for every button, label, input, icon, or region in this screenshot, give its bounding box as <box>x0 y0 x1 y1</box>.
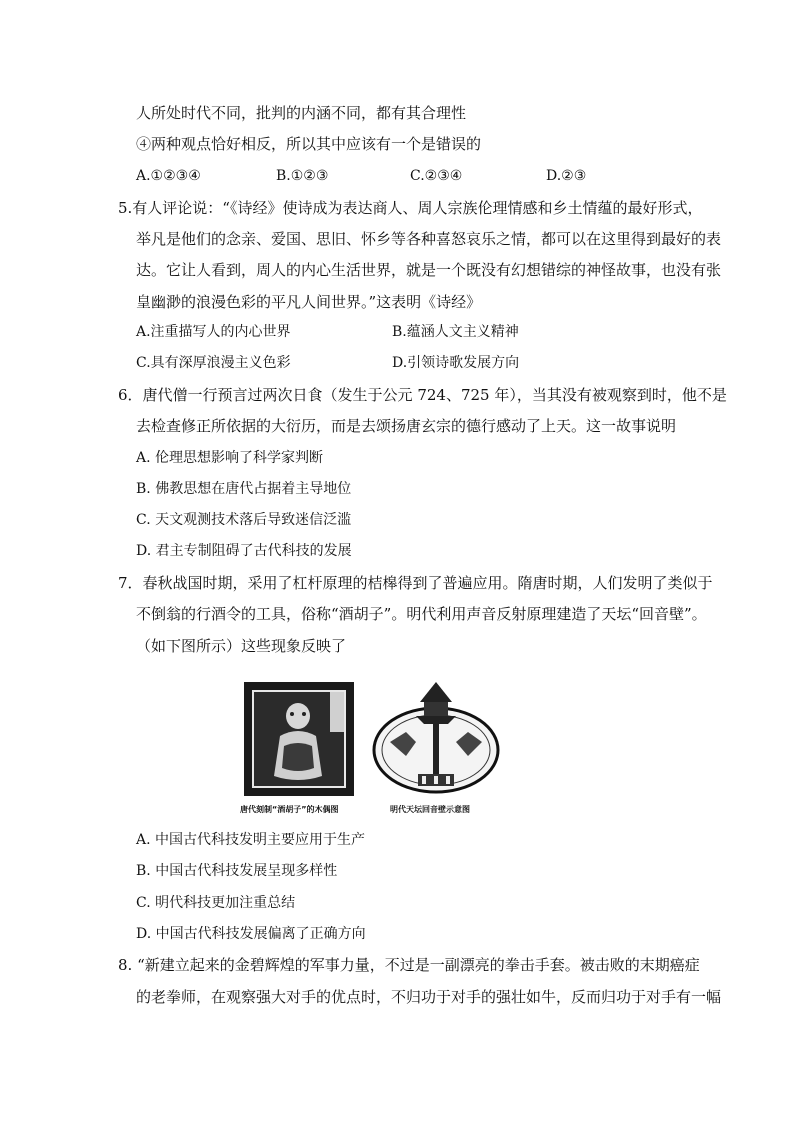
q7-option-a: A. 中国古代科技发明主要应用于生产 <box>136 832 366 848</box>
echo-wall-diagram-image <box>374 682 498 792</box>
q6-stem-line-1: 6．唐代僧一行预言过两次日食（发生于公元 724、725 年），当其没有被观察到时，他不是 <box>118 386 727 404</box>
figure-caption-wine-doll: 唐代刻制“酒胡子”的木偶图 <box>240 805 339 814</box>
q8-stem-line-1: 8. “新建立起来的金碧辉煌的军事力量，不过是一副漂亮的拳击手套。被击败的末期癌症 <box>118 956 700 974</box>
q4-option-d: D.②③ <box>546 168 587 184</box>
q7-option-d: D. 中国古代科技发展偏离了正确方向 <box>136 926 366 942</box>
q4-option-b: B.①②③ <box>276 168 329 184</box>
q5-stem-line-2: 举凡是他们的念亲、爱国、思旧、怀乡等各种喜怒哀乐之情，都可以在这里得到最好的表 <box>136 230 722 248</box>
q4-text-line-1: 人所处时代不同，批判的内涵不同，都有其合理性 <box>136 104 467 122</box>
wine-doll-woodcut-image <box>244 682 354 796</box>
figure-caption-echo-wall: 明代天坛回音壁示意图 <box>390 805 470 814</box>
q7-option-b: B. 中国古代科技发展呈现多样性 <box>136 863 338 879</box>
q6-option-c: C. 天文观测技术落后导致迷信泛滥 <box>136 512 352 528</box>
q6-option-b: B. 佛教思想在唐代占据着主导地位 <box>136 481 352 497</box>
q5-option-d: D.引领诗歌发展方向 <box>392 355 520 371</box>
q7-stem-line-2: 不倒翁的行酒令的工具，俗称“酒胡子”。明代利用声音反射原理建造了天坛“回音壁”。 <box>136 605 707 623</box>
q6-option-d: D. 君主专制阻碍了古代科技的发展 <box>136 543 352 559</box>
q5-option-b: B.蕴涵人文主义精神 <box>392 324 519 340</box>
q5-stem-line-1: 5.有人评论说：“《诗经》使诗成为表达商人、周人宗族伦理情感和乡土情蕴的最好形式， <box>118 199 703 217</box>
q4-text-line-2: ④两种观点恰好相反，所以其中应该有一个是错误的 <box>136 135 482 153</box>
q5-option-a: A.注重描写人的内心世界 <box>136 324 291 340</box>
q4-option-a: A.①②③④ <box>136 168 201 184</box>
q7-figure <box>240 676 502 816</box>
q7-figure-illustrations <box>240 676 502 801</box>
q5-stem-line-4: 皇幽渺的浪漫色彩的平凡人间世界。”这表明《诗经》 <box>136 293 482 311</box>
q6-option-a: A. 伦理思想影响了科学家判断 <box>136 450 324 466</box>
q8-stem-line-2: 的老拳师，在观察强大对手的优点时，不归功于对手的强壮如牛，反而归功于对手有一幅 <box>136 988 722 1006</box>
q5-option-c: C.具有深厚浪漫主义色彩 <box>136 355 291 371</box>
q7-option-c: C. 明代科技更加注重总结 <box>136 895 296 911</box>
q5-stem-line-3: 达。它让人看到，周人的内心生活世界，就是一个既没有幻想错综的神怪故事，也没有张 <box>136 261 722 279</box>
q4-option-c: C.②③④ <box>410 168 463 184</box>
q7-stem-line-3: （如下图所示）这些现象反映了 <box>136 637 347 655</box>
q6-stem-line-2: 去检查修正所依据的大衍历，而是去颂扬唐玄宗的德行感动了上天。这一故事说明 <box>136 417 677 435</box>
q7-stem-line-1: 7．春秋战国时期，采用了杠杆原理的桔槔得到了普遍应用。隋唐时期，人们发明了类似于 <box>118 574 713 592</box>
